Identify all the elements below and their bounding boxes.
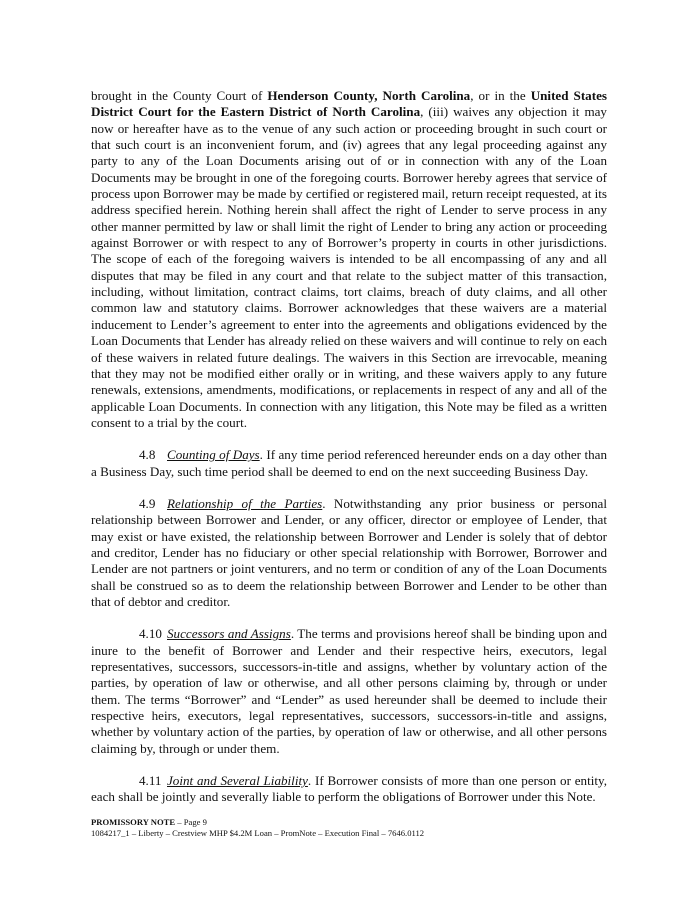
section-4-10 [91,626,607,757]
footer-title-line [91,817,424,828]
section-number: 4.8 [139,447,156,463]
section-body: . If Borrower consists of more than one person or entity, each shall be jointly and severally liable to perform the obligations of Borrower under this Note. [91,773,607,805]
section-number: 4.11 [139,773,162,789]
section-heading: Relationship of the Parties [167,495,323,511]
text: brought in the County Court of [91,88,268,103]
section-number: 4.10 [139,626,162,642]
document-page [91,88,607,822]
section-heading: Joint and Several Liability [167,773,308,789]
paragraph-venue-waivers [91,88,607,431]
section-heading: Successors and Assigns [167,626,291,642]
section-number: 4.9 [139,495,156,511]
bold-text: United States District Court for the Eastern District of North Carolina [91,88,607,120]
section-body: . Notwithstanding any prior business or personal relationship between Borrower and Lender, or any officer, director or employee of Lender, that may exist or have existed, the relationship between Borrower and Lender is solely that of debtor and creditor, Lender has no fiduciary or other special relationship with Borrower, Borrower and Lender are not partners or joint venturers, and no term or condition of any of the Loan Documents shall be construed so as to deem the relationship between Borrower and Lender to be other than that of debtor and creditor. [91,495,607,609]
bold-text: Henderson County, North Carolina [267,88,471,103]
section-body: . The terms and provisions hereof shall be binding upon and inure to the benefit of Borrower and Lender and their respective heirs, executors, legal representatives, successors, successors-in-title and assigns, whether by voluntary action of the parties, by operation of law or otherwise, and all other persons claiming by, through or under them. The terms “Borrower” and “Lender” as used hereunder shall be deemed to include their respective heirs, executors, legal representatives, successors, successors-in-title and assigns, whether by voluntary action of the parties, by operation of law or otherwise, and all other persons claiming by, through or under them. [91,626,607,756]
text: , (iii) waives any objection it may now or hereafter have as to the venue of any such action or proceeding brought in such court or that such court is an inconvenient forum, and (iv) agrees that any legal proceeding against any party to any of the Loan Documents arising out of or in connection with any of the Loan Documents may be brought in one of the foregoing courts. Borrower hereby agrees that service of process upon Borrower may be made by certified or registered mail, return receipt requested, at its address specified herein. Nothing herein shall affect the right of Lender to serve process in any other manner permitted by law or shall limit the right of Lender to bring any action or proceeding against Borrower or with respect to any of Borrower’s property in courts in other jurisdictions. The scope of each of the foregoing waivers is intended to be all encompassing of any and all disputes that may be filed in any court and that relate to the subject matter of this transaction, including, without limitation, contract claims, tort claims, breach of duty claims, and all other common law and statutory claims. Borrower acknowledges that these waivers are a material inducement to Lender’s agreement to enter into the agreements and obligations evidenced by the Loan Documents that Lender has already relied on these waivers and will continue to rely on each of these waivers in related future dealings. The waivers in this Section are irrevocable, meaning that they may not be modified either orally or in writing, and these waivers apply to any future renewals, extensions, amendments, modifications, or replacements in respect of any and all of the applicable Loan Documents. In connection with any litigation, this Note may be filed as a written consent to a trial by the court. [91,104,607,430]
text: , or in the [470,88,531,103]
section-4-8 [91,447,607,480]
footer-document-reference: 1084217_1 – Liberty – Crestview MHP $4.2M Loan – PromNote – Execution Final – 7646.0112 [91,828,425,838]
footer-title: PROMISSORY NOTE [91,817,176,827]
page-footer [91,817,424,839]
section-4-11 [91,773,607,806]
section-body: . If any time period referenced hereunder ends on a day other than a Business Day, such time period shall be deemed to end on the next succeeding Business Day. [91,447,607,479]
section-heading: Counting of Days [167,447,260,463]
section-4-9 [91,496,607,610]
footer-page-number: – Page 9 [175,817,207,827]
